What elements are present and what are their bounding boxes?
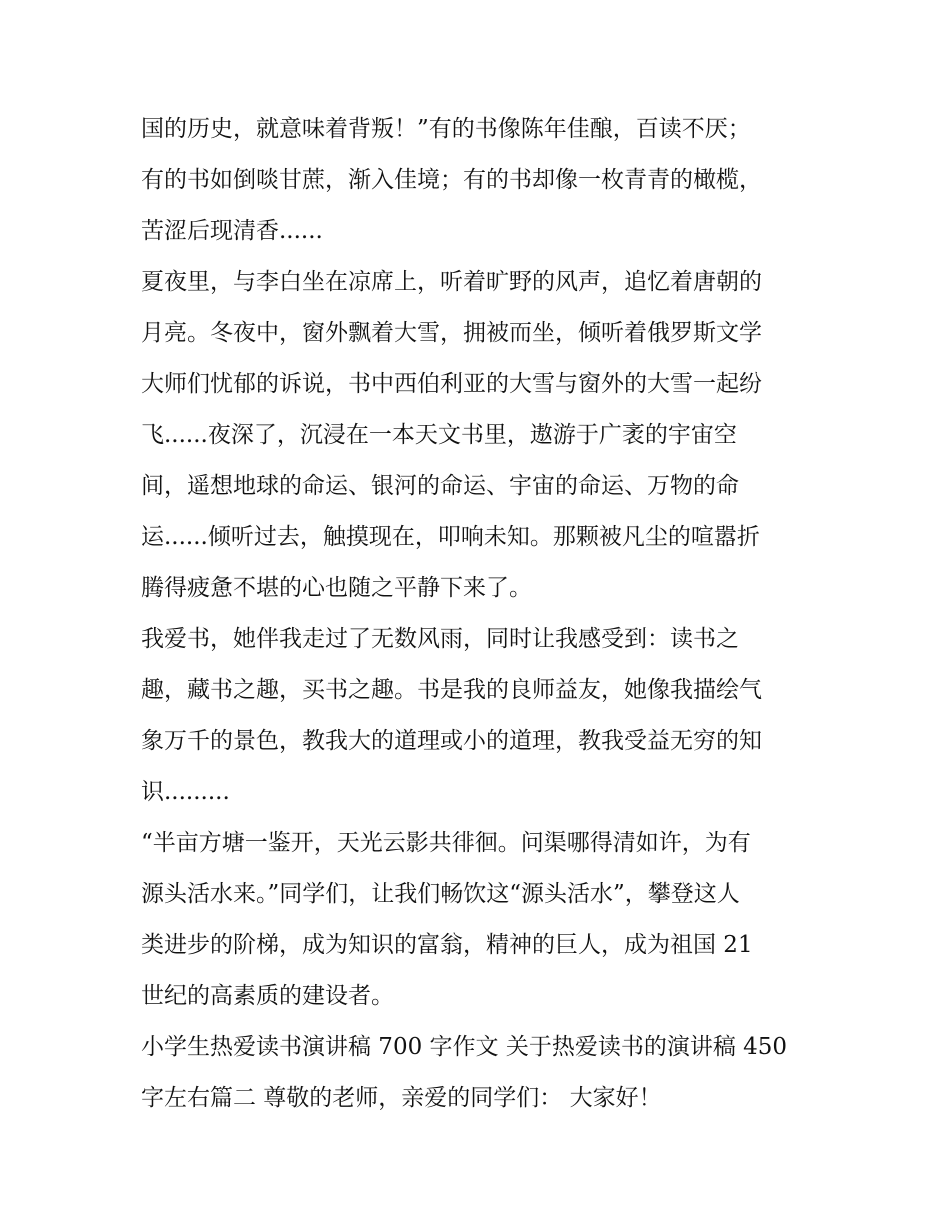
text-line: 苦涩后现清香...... xyxy=(141,218,323,244)
text-line: 运......倾听过去，触摸现在，叩响未知。那颗被凡尘的喧嚣折 xyxy=(141,524,760,550)
text-line: 趣，藏书之趣，买书之趣。书是我的良师益友，她像我描绘气 xyxy=(141,677,762,703)
text-line: 国的历史，就意味着背叛！”有的书像陈年佳酿，百读不厌； xyxy=(141,116,751,142)
text-line: 有的书如倒啖甘蔗，渐入佳境；有的书却像一枚青青的橄榄， xyxy=(141,167,762,193)
text-line: 大师们忧郁的诉说，书中西伯利亚的大雪与窗外的大雪一起纷 xyxy=(141,371,762,397)
text-line: 腾得疲惫不堪的心也随之平静下来了。 xyxy=(141,575,532,601)
text-line: 小学生热爱读书演讲稿 700 字作文 关于热爱读书的演讲稿 450 xyxy=(141,1034,788,1060)
text-line: 源头活水来。”同学们，让我们畅饮这“源头活水”，攀登这人 xyxy=(141,881,740,907)
text-line: “半亩方塘一鉴开，天光云影共徘徊。问渠哪得清如许，为有 xyxy=(141,830,751,856)
text-line: 识......... xyxy=(141,779,230,805)
text-line: 间，遥想地球的命运、银河的命运、宇宙的命运、万物的命 xyxy=(141,473,739,499)
text-line: 月亮。冬夜中，窗外飘着大雪，拥被而坐，倾听着俄罗斯文学 xyxy=(141,320,762,346)
body-text xyxy=(141,104,821,1124)
text-line: 飞......夜深了，沉浸在一本天文书里，遨游于广袤的宇宙空 xyxy=(141,422,737,448)
text-line: 字左右篇二 尊敬的老师，亲爱的同学们： 大家好！ xyxy=(141,1085,662,1111)
text-line: 夏夜里，与李白坐在凉席上，听着旷野的风声，追忆着唐朝的 xyxy=(141,269,762,295)
text-line: 我爱书，她伴我走过了无数风雨，同时让我感受到：读书之 xyxy=(141,626,739,652)
text-line: 类进步的阶梯，成为知识的富翁，精神的巨人，成为祖国 21 xyxy=(141,932,753,958)
text-line: 象万千的景色，教我大的道理或小的道理，教我受益无穷的知 xyxy=(141,728,762,754)
text-line: 世纪的高素质的建设者。 xyxy=(141,983,394,1009)
